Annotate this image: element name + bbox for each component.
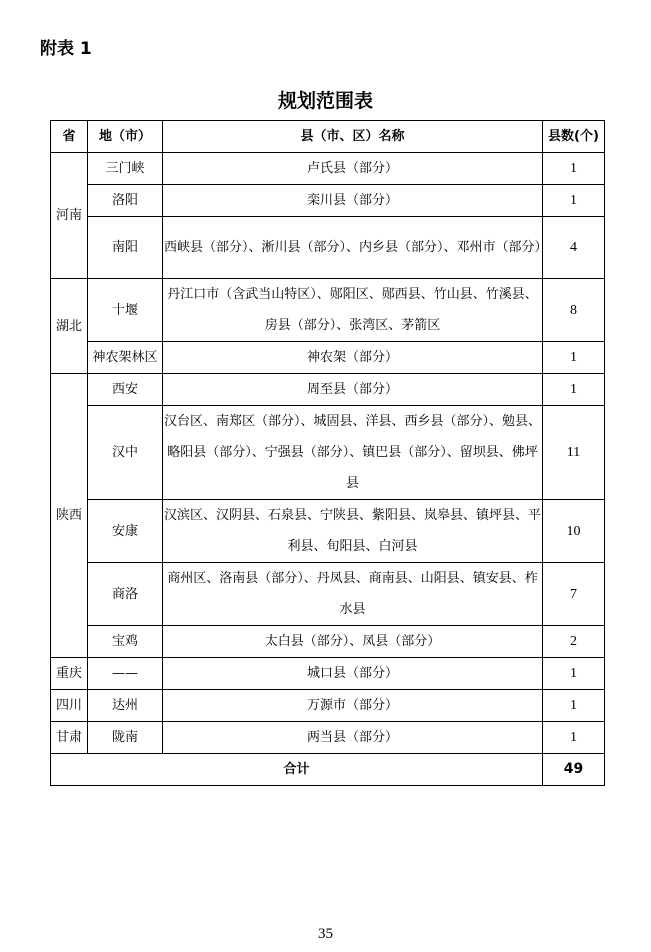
city-cell: 神农架林区 [88,342,163,374]
city-cell: 安康 [88,500,163,563]
table-row [51,374,605,406]
count-cell: 7 [543,563,605,626]
province-cell: 甘肃 [51,722,88,754]
table-row [51,279,605,342]
table-row [51,690,605,722]
province-cell: 四川 [51,690,88,722]
table-row [51,342,605,374]
table-row [51,185,605,217]
city-cell: 西安 [88,374,163,406]
header-count: 县数(个) [543,121,605,153]
table-row [51,500,605,563]
city-cell: 三门峡 [88,153,163,185]
counties-cell: 商州区、洛南县（部分）、丹凤县、商南县、山阳县、镇安县、柞水县 [163,563,543,626]
city-cell: 十堰 [88,279,163,342]
count-cell: 1 [543,185,605,217]
city-cell: 商洛 [88,563,163,626]
counties-cell: 太白县（部分）、凤县（部分） [163,626,543,658]
count-cell: 11 [543,406,605,500]
counties-cell: 两当县（部分） [163,722,543,754]
planning-scope-table [50,120,605,786]
appendix-label: 附表 1 [40,39,92,59]
counties-cell: 万源市（部分） [163,690,543,722]
table-row [51,217,605,279]
count-cell: 1 [543,374,605,406]
province-cell: 重庆 [51,658,88,690]
city-cell: 汉中 [88,406,163,500]
province-cell: 河南 [51,153,88,279]
count-cell: 1 [543,722,605,754]
table-row [51,406,605,500]
table-row [51,658,605,690]
counties-cell: 丹江口市（含武当山特区）、郧阳区、郧西县、竹山县、竹溪县、房县（部分）、张湾区、茅箭区 [163,279,543,342]
table-row [51,722,605,754]
city-cell: 南阳 [88,217,163,279]
city-cell: —— [88,658,163,690]
counties-cell: 周至县（部分） [163,374,543,406]
table-header-row [51,121,605,153]
counties-cell: 卢氏县（部分） [163,153,543,185]
counties-cell: 汉台区、南郑区（部分）、城固县、洋县、西乡县（部分）、勉县、略阳县（部分）、宁强县（部分）、镇巴县（部分）、留坝县、佛坪县 [163,406,543,500]
header-city: 地（市） [88,121,163,153]
count-cell: 2 [543,626,605,658]
total-count: 49 [543,754,605,786]
table-row [51,563,605,626]
counties-cell: 西峡县（部分）、淅川县（部分）、内乡县（部分）、邓州市（部分） [163,217,543,279]
page-number: 35 [318,926,333,942]
total-label: 合计 [51,754,543,786]
count-cell: 1 [543,690,605,722]
counties-cell: 汉滨区、汉阴县、石泉县、宁陕县、紫阳县、岚皋县、镇坪县、平利县、旬阳县、白河县 [163,500,543,563]
count-cell: 4 [543,217,605,279]
header-province: 省 [51,121,88,153]
city-cell: 达州 [88,690,163,722]
header-counties: 县（市、区）名称 [163,121,543,153]
province-cell: 湖北 [51,279,88,374]
table-row [51,626,605,658]
count-cell: 10 [543,500,605,563]
table-title: 规划范围表 [277,90,373,112]
count-cell: 8 [543,279,605,342]
counties-cell: 神农架（部分） [163,342,543,374]
total-row [51,754,605,786]
table-row [51,153,605,185]
count-cell: 1 [543,342,605,374]
city-cell: 洛阳 [88,185,163,217]
city-cell: 宝鸡 [88,626,163,658]
province-cell: 陕西 [51,374,88,658]
city-cell: 陇南 [88,722,163,754]
count-cell: 1 [543,658,605,690]
count-cell: 1 [543,153,605,185]
counties-cell: 栾川县（部分） [163,185,543,217]
counties-cell: 城口县（部分） [163,658,543,690]
